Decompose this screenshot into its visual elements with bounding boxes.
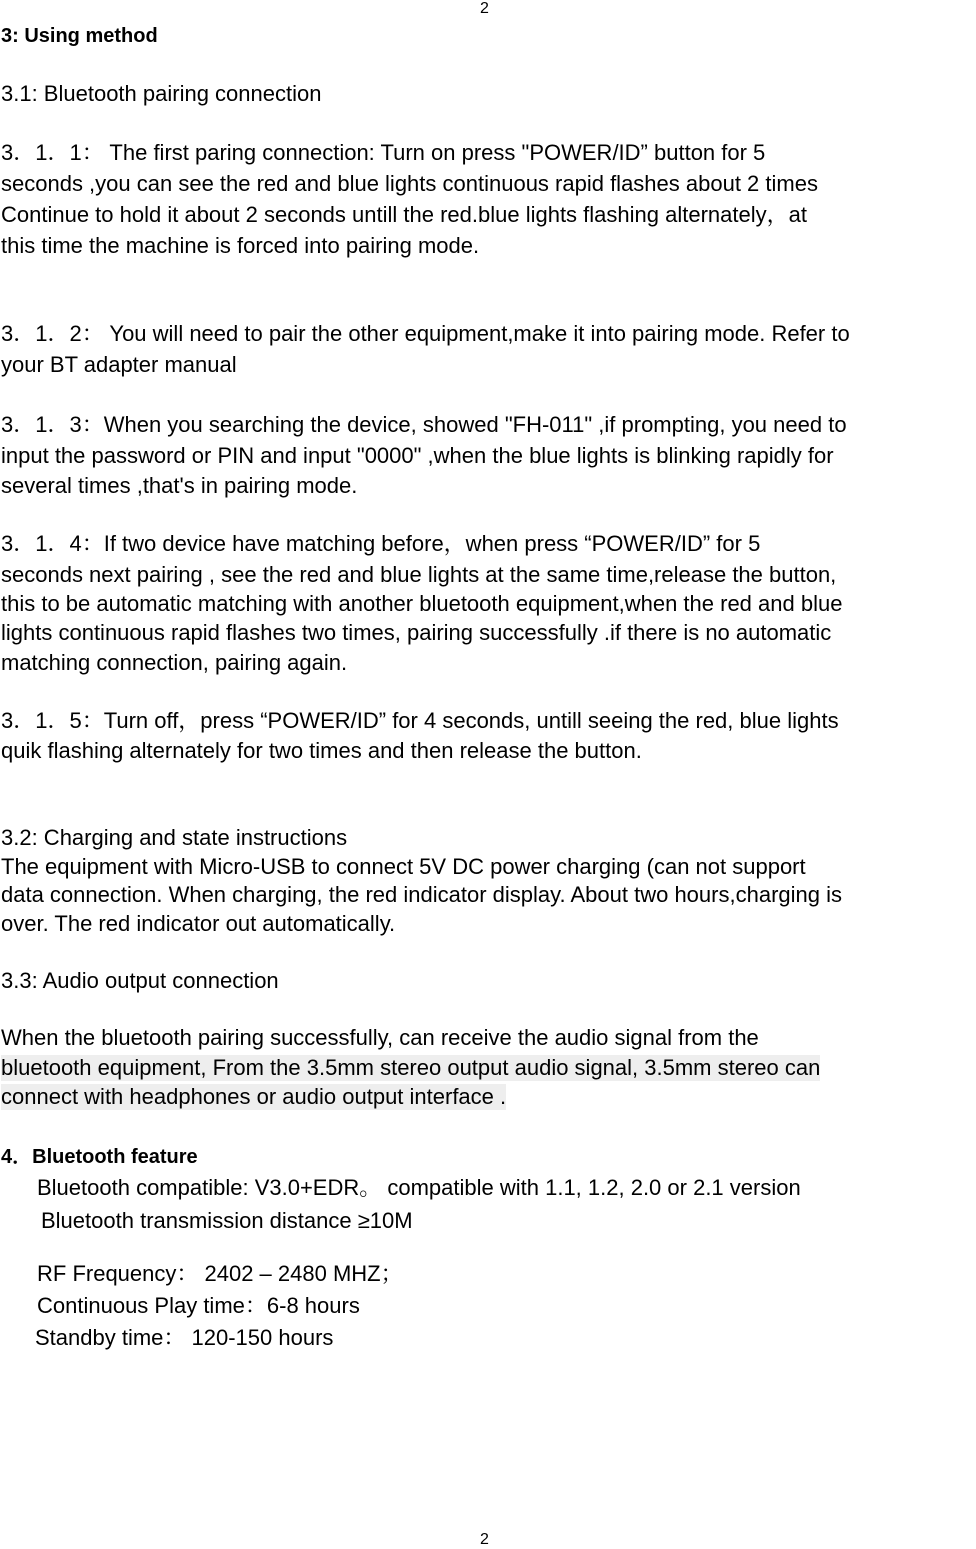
feature-transmission-distance: Bluetooth transmission distance ≥10M xyxy=(41,1208,413,1233)
paragraph-3-1-2-line: 3．1．2： You will need to pair the other equipment,make it into pairing mode. Refer to xyxy=(1,321,850,346)
paragraph-charging-line: The equipment with Micro-USB to connect 5V DC power charging (can not support xyxy=(1,854,806,879)
paragraph-3-1-4-line: 3．1．4：If two device have matching before，when press “POWER/ID” for 5 xyxy=(1,531,761,556)
page-number-top: 2 xyxy=(480,0,489,17)
paragraph-3-1-3-line: 3．1．3：When you searching the device, showed "FH-011" ,if prompting, you need to xyxy=(1,412,847,437)
paragraph-3-1-4-line: seconds next pairing , see the red and blue lights at the same time,release the button, xyxy=(1,562,837,587)
paragraph-3-1-1-line: Continue to hold it about 2 seconds untill the red.blue lights flashing alternately，at xyxy=(1,202,807,227)
paragraph-audio-line: bluetooth equipment, From the 3.5mm stereo output audio signal, 3.5mm stereo can xyxy=(1,1055,821,1080)
subsection-title-pairing: 3.1: Bluetooth pairing connection xyxy=(1,81,322,106)
subsection-title-audio-output: 3.3: Audio output connection xyxy=(1,968,279,993)
feature-standby-time: Standby time： 120-150 hours xyxy=(35,1325,334,1350)
paragraph-3-1-5-line: quik flashing alternately for two times and then release the button. xyxy=(1,738,642,763)
paragraph-3-1-1-line: seconds ,you can see the red and blue lights continuous rapid flashes about 2 times xyxy=(1,171,818,196)
paragraph-charging-line: over. The red indicator out automatically. xyxy=(1,911,396,936)
paragraph-audio-line: When the bluetooth pairing successfully, can receive the audio signal from the xyxy=(1,1025,759,1050)
subsection-title-charging: 3.2: Charging and state instructions xyxy=(1,825,348,850)
paragraph-audio-line: connect with headphones or audio output interface . xyxy=(1,1084,507,1109)
feature-rf-frequency: RF Frequency： 2402 – 2480 MHZ； xyxy=(37,1261,403,1286)
paragraph-3-1-2-line: your BT adapter manual xyxy=(1,352,237,377)
paragraph-3-1-4-line: lights continuous rapid flashes two times, pairing successfully .if there is no automatic xyxy=(1,620,832,645)
section-heading-using-method: 3: Using method xyxy=(1,25,158,47)
paragraph-3-1-3-line: several times ,that's in pairing mode. xyxy=(1,473,358,498)
paragraph-charging-line: data connection. When charging, the red indicator display. About two hours,charging is xyxy=(1,882,842,907)
paragraph-3-1-3-line: input the password or PIN and input "0000" ,when the blue lights is blinking rapidly for xyxy=(1,443,834,468)
paragraph-3-1-1-line: this time the machine is forced into pairing mode. xyxy=(1,233,480,258)
feature-compatible: Bluetooth compatible: V3.0+EDR。 compatible with 1.1, 1.2, 2.0 or 2.1 version xyxy=(37,1175,801,1200)
paragraph-3-1-1-line: 3．1．1： The first paring connection: Turn on press "POWER/ID” button for 5 xyxy=(1,140,766,165)
page-number-bottom: 2 xyxy=(480,1531,489,1548)
paragraph-3-1-4-line: matching connection, pairing again. xyxy=(1,650,348,675)
paragraph-3-1-4-line: this to be automatic matching with another bluetooth equipment,when the red and blue xyxy=(1,591,843,616)
paragraph-3-1-5-line: 3．1．5：Turn off，press “POWER/ID” for 4 seconds, untill seeing the red, blue lights xyxy=(1,708,839,733)
section-heading-bluetooth-feature: 4．Bluetooth feature xyxy=(1,1146,198,1168)
feature-play-time: Continuous Play time：6-8 hours xyxy=(37,1293,360,1318)
